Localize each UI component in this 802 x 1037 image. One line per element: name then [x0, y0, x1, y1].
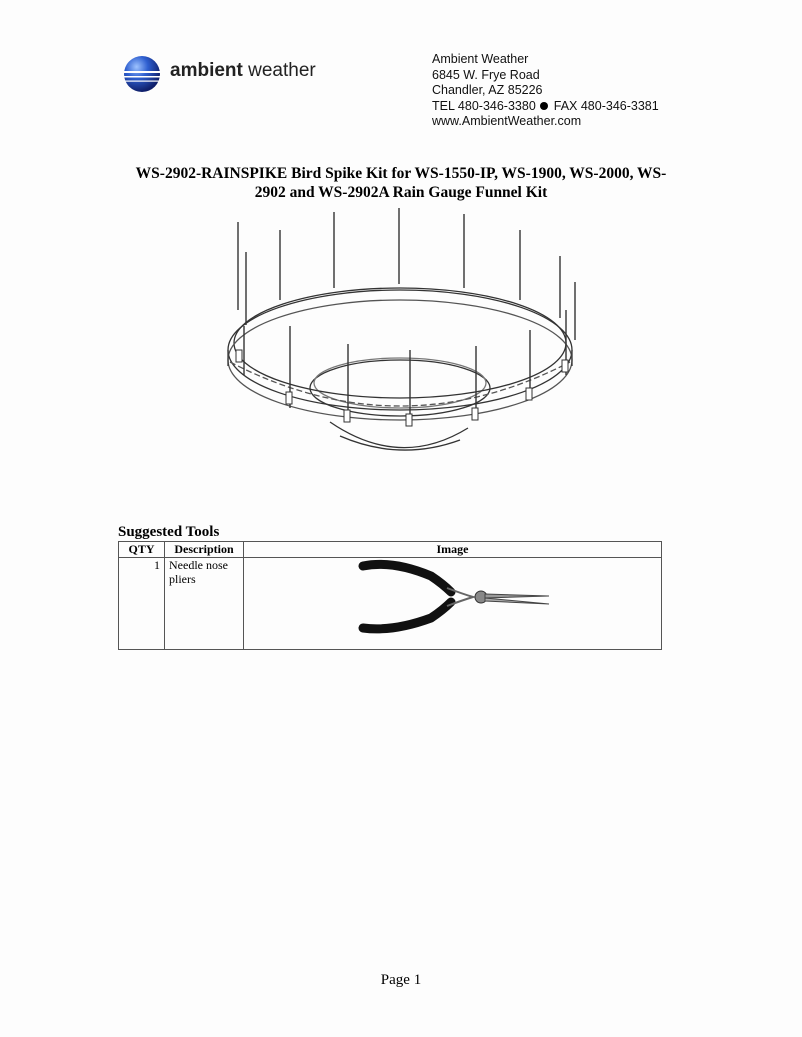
tool-image-cell — [244, 558, 662, 650]
tool-qty: 1 — [119, 558, 165, 650]
company-address — [432, 52, 659, 130]
document-title: WS-2902-RAINSPIKE Bird Spike Kit for WS-1550-IP, WS-1900, WS-2000, WS- 2902 and WS-2902A Rain Gauge Funnel Kit — [135, 165, 667, 201]
page-number: Page 1 — [380, 972, 422, 988]
table-header-row — [119, 542, 662, 558]
suggested-tools-heading: Suggested Tools — [118, 524, 220, 540]
tool-description: Needle nose pliers — [165, 558, 244, 650]
brand-name: ambient weather — [170, 60, 316, 81]
needle-nose-pliers-icon — [353, 558, 553, 636]
company-street: 6845 W. Frye Road — [432, 67, 540, 82]
column-header-image: Image — [244, 542, 662, 558]
company-website[interactable]: www.AmbientWeather.com — [432, 114, 582, 128]
column-header-qty: QTY — [119, 542, 165, 558]
bullet-icon — [540, 102, 548, 110]
table-row — [119, 558, 662, 650]
ambient-weather-logo — [122, 52, 322, 94]
bird-spike-kit-illustration — [200, 200, 600, 470]
company-phone-fax: TEL 480-346-3380 FAX 480-346-3381 — [432, 98, 659, 113]
company-name: Ambient Weather — [432, 52, 529, 66]
column-header-description: Description — [165, 542, 244, 558]
suggested-tools-table — [118, 541, 662, 650]
globe-icon — [122, 54, 162, 94]
company-city: Chandler, AZ 85226 — [432, 83, 543, 97]
